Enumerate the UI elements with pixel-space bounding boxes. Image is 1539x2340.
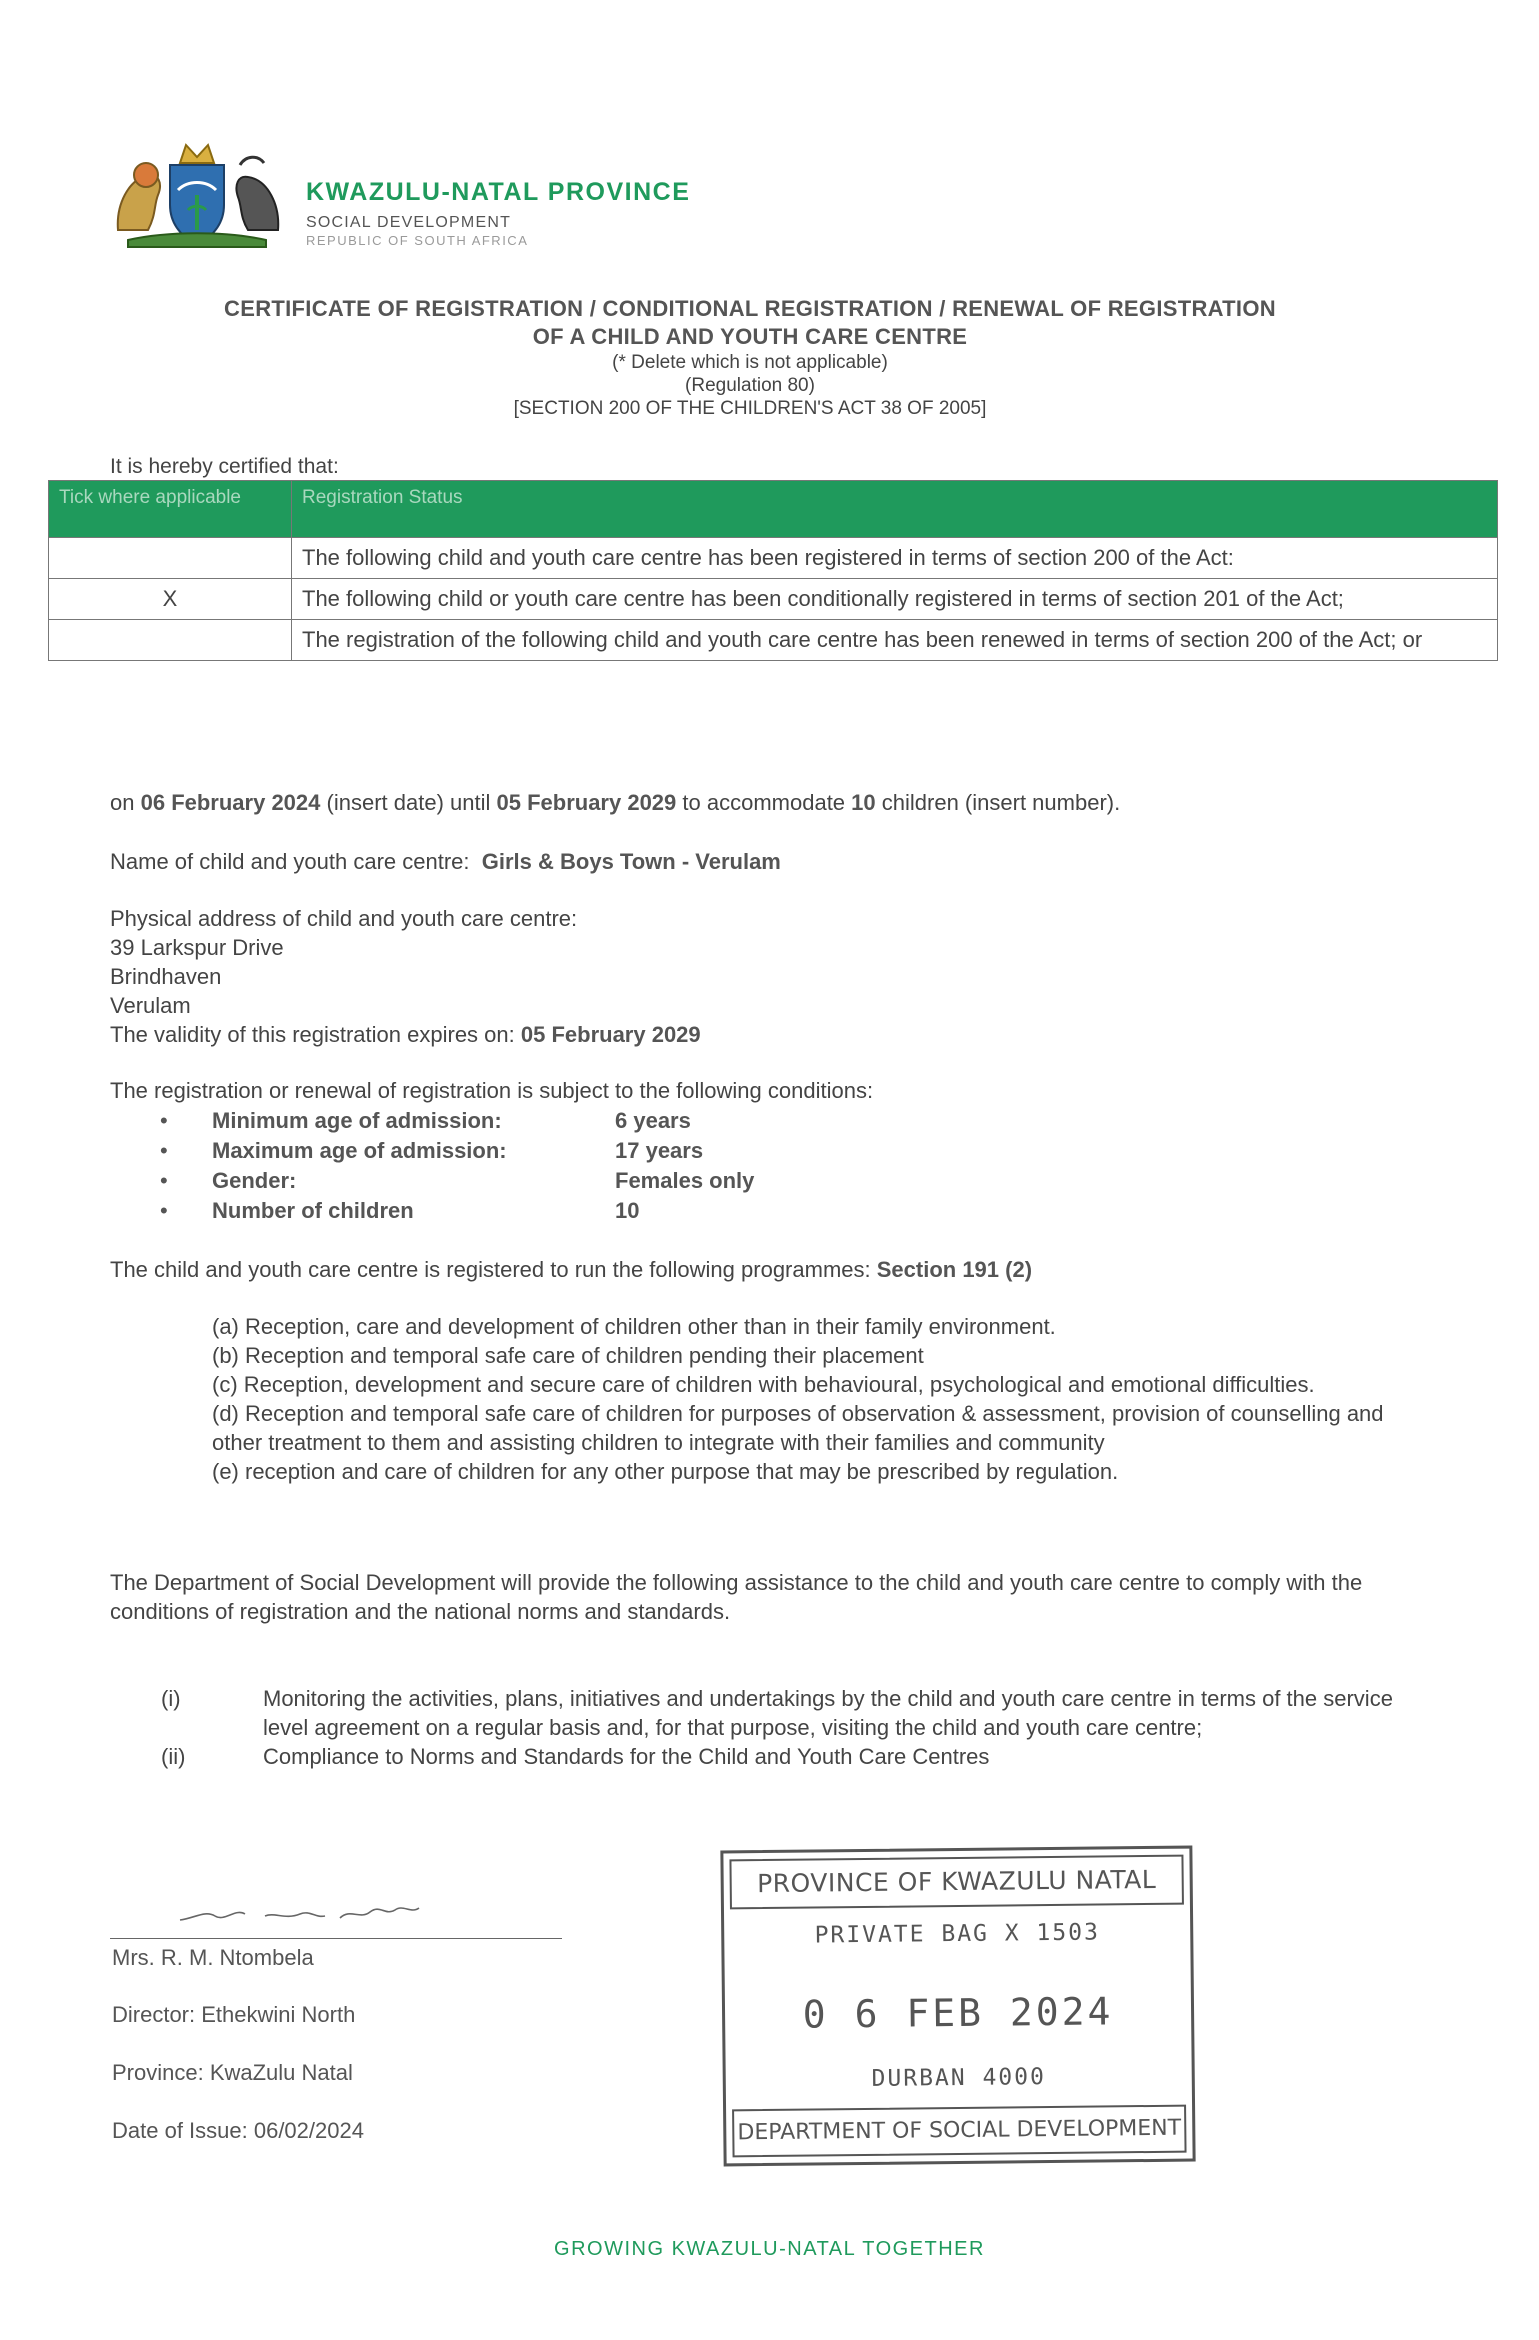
- title-line-1: CERTIFICATE OF REGISTRATION / CONDITIONAL REGISTRATION / RENEWAL OF REGISTRATION: [224, 296, 1276, 321]
- list-item: [110, 1684, 1400, 1742]
- status-cell: The following child or youth care centre has been conditionally registered in terms of section 201 of the Act;: [292, 579, 1498, 620]
- address-line: Verulam: [110, 993, 191, 1018]
- certificate-title: [100, 295, 1400, 420]
- list-item: (b) Reception and temporal safe care of children pending their placement: [212, 1343, 924, 1368]
- title-line-5: [SECTION 200 OF THE CHILDREN'S ACT 38 OF 2005]: [513, 398, 987, 419]
- condition-label: Minimum age of admission:: [212, 1108, 502, 1133]
- centre-name-label: Name of child and youth care centre:: [110, 849, 470, 874]
- stamp-province: PROVINCE OF KWAZULU NATAL: [729, 1855, 1183, 1910]
- table-row: [49, 538, 1498, 579]
- stamp-city: DURBAN 4000: [871, 2064, 1047, 2092]
- list-item: [110, 1742, 1400, 1771]
- certified-intro: It is hereby certified that:: [110, 455, 339, 478]
- bullet-icon: •: [160, 1138, 168, 1163]
- tick-cell: X: [49, 579, 292, 620]
- province-name: KWAZULU-NATAL PROVINCE: [306, 178, 691, 206]
- bullet-icon: •: [160, 1168, 168, 1193]
- condition-label: Maximum age of admission:: [212, 1138, 507, 1163]
- condition-value: Females only: [615, 1168, 755, 1193]
- item-number: (i): [161, 1686, 181, 1711]
- title-line-4: (Regulation 80): [685, 375, 815, 396]
- condition-value: 10: [615, 1198, 640, 1223]
- list-item: (c) Reception, development and secure care of children with behavioural, psychological and emotional difficulties.: [212, 1372, 1315, 1397]
- item-number: (ii): [161, 1744, 186, 1769]
- title-line-3: (* Delete which is not applicable): [612, 352, 888, 373]
- programmes-intro: The child and youth care centre is registered to run the following programmes: Section 191 (2): [110, 1257, 1033, 1282]
- assistance-list: [110, 1684, 1400, 1771]
- condition-label: Gender:: [212, 1168, 297, 1193]
- tick-cell: [49, 620, 292, 661]
- stamp-date: 0 6 FEB 2024: [802, 1989, 1114, 2037]
- list-item: (e) reception and care of children for any other purpose that may be prescribed by regulation.: [212, 1459, 1119, 1484]
- status-cell: The registration of the following child and youth care centre has been renewed in terms of section 200 of the Act; or: [292, 620, 1498, 661]
- condition-value: 6 years: [615, 1108, 691, 1133]
- registration-status-table: [48, 480, 1498, 661]
- header-tick: Tick where applicable: [49, 481, 292, 538]
- centre-name-line: [110, 847, 781, 876]
- centre-name: Girls & Boys Town - Verulam: [481, 849, 781, 874]
- bullet-icon: •: [160, 1108, 168, 1133]
- official-stamp: [720, 1846, 1195, 2167]
- item-text: Monitoring the activities, plans, initiatives and undertakings by the child and youth care centre in terms of the service level agreement on a regular basis and, for that purpose, visiting the child and youth care centre;: [263, 1686, 1393, 1740]
- assistance-intro: The Department of Social Development will provide the following assistance to the child and youth care centre to comply with the conditions of registration and the national norms and standards.: [110, 1570, 1363, 1624]
- header-status: Registration Status: [292, 481, 1498, 538]
- address-block: [110, 904, 701, 1049]
- condition-value: 17 years: [615, 1138, 704, 1163]
- list-item: (d) Reception and temporal safe care of children for purposes of observation & assessment, provision of counselling and other treatment to them and assisting children to integrate with their families and community: [212, 1401, 1384, 1455]
- programmes-section: Section 191 (2): [876, 1257, 1033, 1282]
- issue-date: Date of Issue: 06/02/2024: [112, 2118, 364, 2143]
- list-item: (a) Reception, care and development of children other than in their family environment.: [212, 1314, 1056, 1339]
- condition-label: Number of children: [212, 1198, 414, 1223]
- table-header-row: [49, 481, 1498, 538]
- address-line: 39 Larkspur Drive: [110, 935, 284, 960]
- stamp-department: DEPARTMENT OF SOCIAL DEVELOPMENT: [732, 2105, 1186, 2158]
- address-label: Physical address of child and youth care centre:: [110, 906, 578, 931]
- start-date: 06 February 2024: [140, 790, 321, 815]
- children-count: 10: [851, 790, 876, 815]
- stamp-private-bag: PRIVATE BAG X 1503: [814, 1919, 1100, 1949]
- validity-line: The validity of this registration expires on: 05 February 2029: [110, 1022, 701, 1047]
- item-text: Compliance to Norms and Standards for the Child and Youth Care Centres: [263, 1744, 990, 1769]
- signatory-title: Director: Ethekwini North: [112, 2002, 356, 2027]
- address-line: Brindhaven: [110, 964, 222, 989]
- tick-cell: [49, 538, 292, 579]
- handwritten-signature: [175, 1890, 425, 1930]
- status-cell: The following child and youth care centre has been registered in terms of section 200 of the Act:: [292, 538, 1498, 579]
- conditions-intro: The registration or renewal of registration is subject to the following conditions:: [110, 1078, 874, 1103]
- bullet-icon: •: [160, 1198, 168, 1223]
- footer-slogan: GROWING KWAZULU-NATAL TOGETHER: [554, 2238, 985, 2260]
- title-line-2: OF A CHILD AND YOUTH CARE CENTRE: [532, 324, 968, 349]
- signatory-name: Mrs. R. M. Ntombela: [112, 1945, 314, 1970]
- programmes-list: [212, 1312, 1392, 1486]
- department-name: SOCIAL DEVELOPMENT: [306, 214, 512, 231]
- signatory-province: Province: KwaZulu Natal: [112, 2060, 353, 2085]
- republic-name: REPUBLIC OF SOUTH AFRICA: [306, 233, 529, 248]
- table-row: [49, 620, 1498, 661]
- signature-line: [110, 1938, 562, 1939]
- registration-period: on 06 February 2024 (insert date) until 05 February 2029 to accommodate 10 children (insert number).: [110, 790, 1121, 815]
- end-date: 05 February 2029: [496, 790, 677, 815]
- validity-date: 05 February 2029: [520, 1022, 701, 1047]
- table-row: [49, 579, 1498, 620]
- coat-of-arms-logo: [108, 135, 286, 255]
